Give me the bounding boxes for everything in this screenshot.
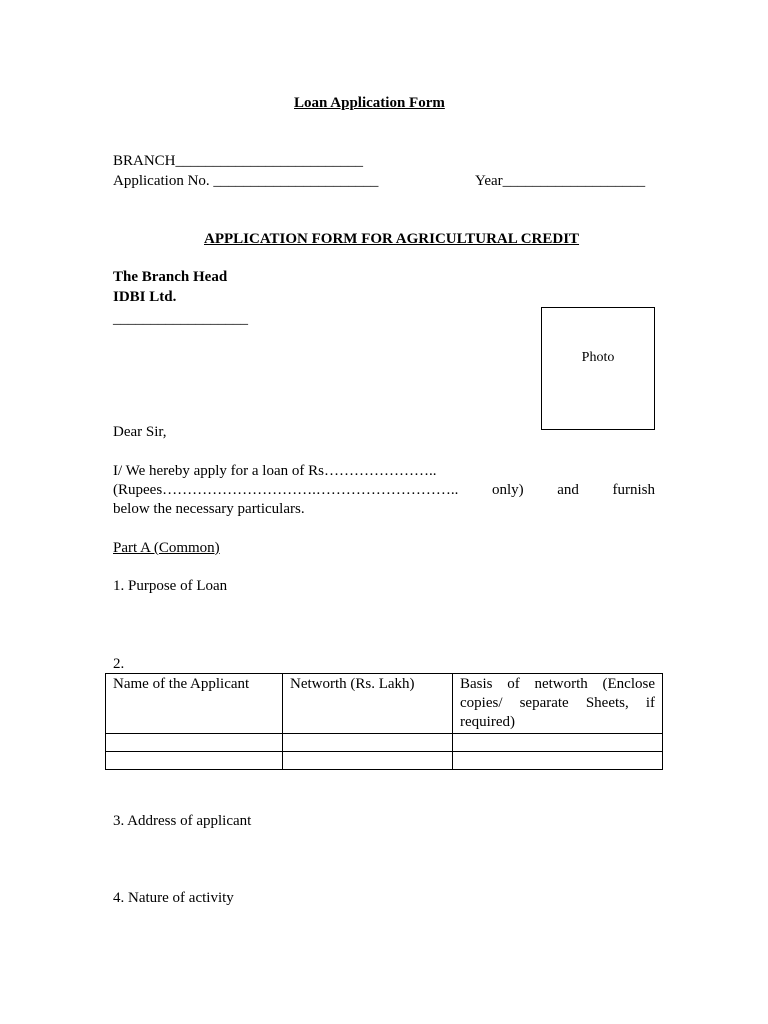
addressee-line1: The Branch Head [113, 269, 228, 285]
header-name-of-applicant: Name of the Applicant [106, 674, 283, 734]
part-a-heading: Part A (Common) [113, 540, 220, 556]
branch-blank: _________________________ [175, 153, 364, 169]
year-blank: ___________________ [502, 173, 646, 189]
table-cell[interactable] [283, 752, 453, 770]
addressee-blank[interactable]: __________________ [113, 311, 248, 327]
table-cell[interactable] [453, 734, 663, 752]
table-cell[interactable] [106, 734, 283, 752]
photo-box [541, 307, 655, 430]
body-line-1: I/ We hereby apply for a loan of Rs………………….. [113, 463, 437, 479]
year-field[interactable] [475, 172, 645, 191]
table-cell[interactable] [106, 752, 283, 770]
item-2-label: 2. [113, 656, 125, 672]
branch-label: BRANCH [113, 153, 176, 169]
body-line-2: (Rupees………………………….……………………….. only) and furnish [113, 482, 655, 498]
application-no-blank: ______________________ [213, 173, 379, 189]
photo-label: Photo [581, 350, 615, 365]
item-address-of-applicant: 3. Address of applicant [113, 813, 252, 829]
networth-table [105, 673, 663, 770]
form-title: Loan Application Form [294, 95, 445, 111]
body-line-3: below the necessary particulars. [113, 501, 305, 517]
form-subtitle: APPLICATION FORM FOR AGRICULTURAL CREDIT [204, 231, 580, 247]
salutation: Dear Sir, [113, 424, 167, 440]
header-networth: Networth (Rs. Lakh) [283, 674, 453, 734]
addressee-line2: IDBI Ltd. [113, 289, 177, 305]
year-label: Year [475, 173, 503, 189]
table-row [106, 752, 663, 770]
application-no-label: Application No. [113, 173, 210, 189]
application-no-field[interactable] [113, 172, 378, 191]
table-cell[interactable] [283, 734, 453, 752]
item-purpose-of-loan: 1. Purpose of Loan [113, 578, 228, 594]
table-header-row [106, 674, 663, 734]
table-row [106, 734, 663, 752]
item-nature-of-activity: 4. Nature of activity [113, 890, 234, 906]
table-cell[interactable] [453, 752, 663, 770]
header-basis-of-networth: Basis of networth (Enclose copies/ separate Sheets, if required) [453, 674, 663, 734]
branch-field[interactable] [113, 152, 363, 171]
